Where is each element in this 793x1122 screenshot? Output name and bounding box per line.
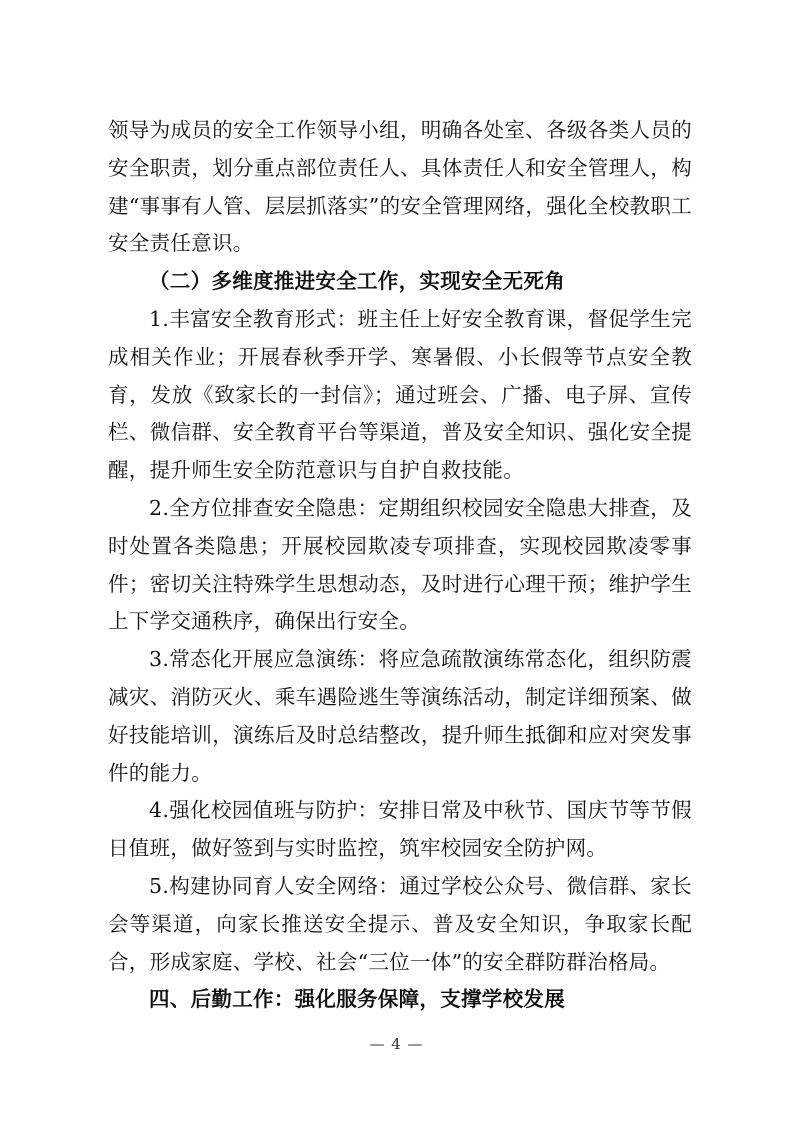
paragraph-duty-protection: 4.强化校园值班与防护：安排日常及中秋节、国庆节等节假日值班，做好签到与实时监控，筑牢校园安全防护网。 (108, 798, 692, 861)
document-body (108, 112, 692, 1019)
paragraph-collaborative-network: 5.构建协同育人安全网络：通过学校公众号、微信群、家长会等渠道，向家长推送安全提示、普及安全知识，争取家长配合，形成家庭、学校、社会“三位一体”的安全群防群治格局。 (108, 873, 692, 974)
page-number: — 4 — (369, 1035, 424, 1053)
section-heading-logistics: 四、后勤工作：强化服务保障，支撑学校发展 (149, 987, 565, 1012)
paragraph-safety-education: 1.丰富安全教育形式：班主任上好安全教育课，督促学生完成相关作业；开展春秋季开学、寒暑假、小长假等节点安全教育，发放《致家长的一封信》；通过班会、广播、电子屏、宣传栏、微信群、安全教育平台等渠道，普及安全知识、强化安全提醒，提升师生安全防范意识与自护自救技能。 (108, 306, 692, 483)
paragraph-emergency-drills: 3.常态化开展应急演练：将应急疏散演练常态化，组织防震减灾、消防灭火、乘车遇险逃生等演练活动，制定详细预案、做好技能培训，演练后及时总结整改，提升师生抵御和应对突发事件的能力。 (108, 647, 692, 785)
subheading-multidimensional-safety: （二）多维度推进安全工作，实现安全无死角 (149, 269, 565, 294)
paragraph-hazard-inspection: 2.全方位排查安全隐患：定期组织校园安全隐患大排查，及时处置各类隐患；开展校园欺凌专项排查，实现校园欺凌零事件；密切关注特殊学生思想动态，及时进行心理干预；维护学生上下学交通秩序，确保出行安全。 (108, 495, 692, 634)
paragraph-safety-leadership-group: 领导为成员的安全工作领导小组，明确各处室、各级各类人员的安全职责，划分重点部位责任人、具体责任人和安全管理人，构建“事事有人管、层层抓落实”的安全管理网络，强化全校教职工安全责任意识。 (108, 118, 692, 256)
